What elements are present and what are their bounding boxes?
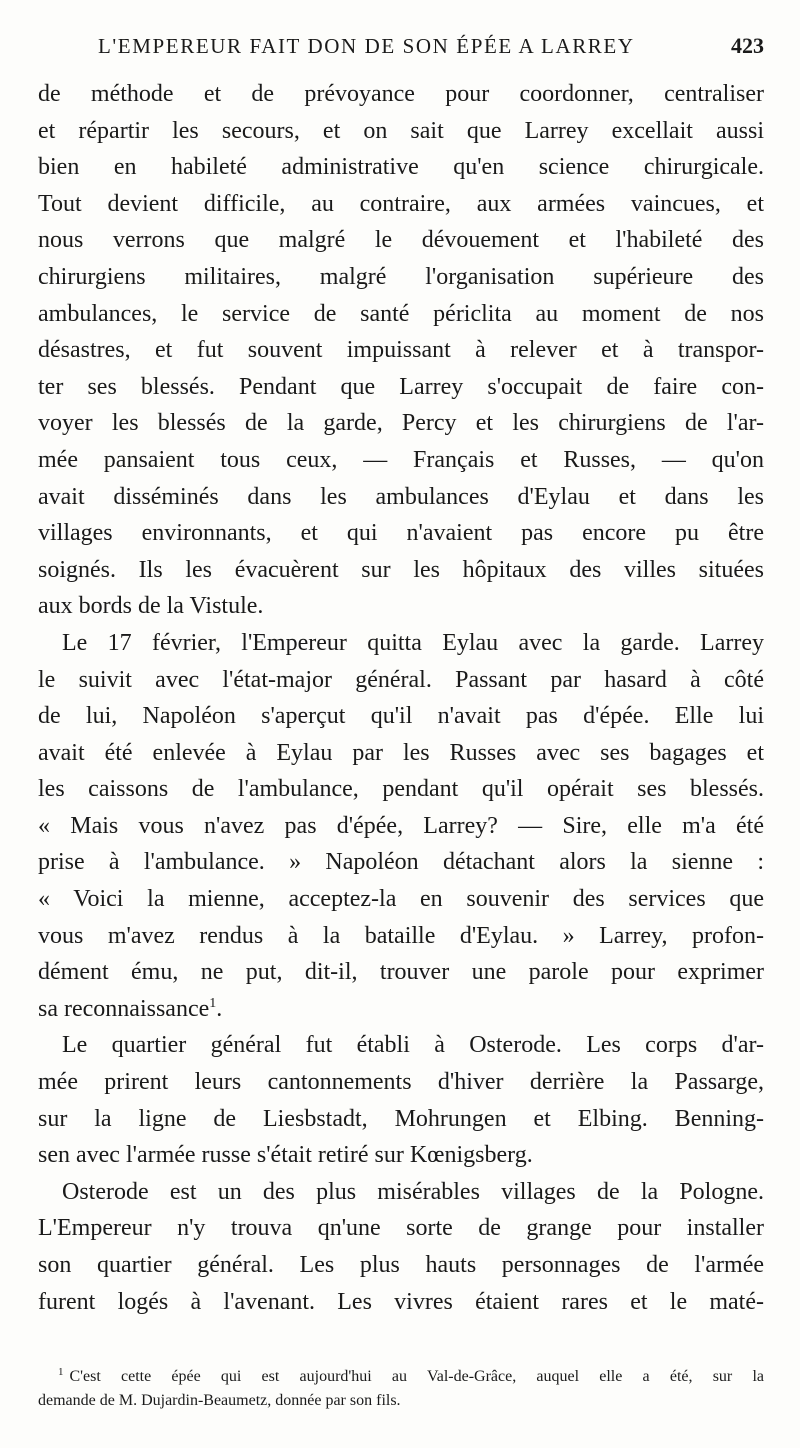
text-line: le suivit avec l'état-major général. Passant par hasard à côté (38, 666, 764, 693)
text-line: chirurgiens militaires, malgré l'organisation supérieure des (38, 263, 764, 290)
footnote-text: C'est cette épée qui est aujourd'hui au Val-de-Grâce, auquel elle a été, sur la (69, 1368, 764, 1385)
footnotes (38, 1365, 764, 1413)
text-line: vous m'avez rendus à la bataille d'Eylau. » Larrey, profon- (38, 922, 764, 949)
text-line: « Mais vous n'avez pas d'épée, Larrey? — Sire, elle m'a été (38, 812, 764, 839)
text-line: son quartier général. Les plus hauts personnages de l'armée (38, 1252, 764, 1278)
text-line: voyer les blessés de la garde, Percy et les chirurgiens de l'ar- (38, 410, 764, 437)
text-line: Tout devient difficile, au contraire, aux armées vaincues, et (38, 190, 764, 217)
text-line: et répartir les secours, et on sait que Larrey excellait aussi (38, 117, 764, 144)
footnote-line (38, 1365, 764, 1389)
footnote-reference[interactable]: 1 (209, 995, 217, 1011)
text-line: « Voici la mienne, acceptez-la en souvenir des services que (38, 886, 764, 913)
text-line: nous verrons que malgré le dévouement et l'habileté des (38, 227, 764, 254)
text-line: bien en habileté administrative qu'en science chirurgicale. (38, 154, 764, 181)
body-text (38, 76, 764, 1320)
text-line: Le 17 février, l'Empereur quitta Eylau avec la garde. Larrey (62, 629, 764, 656)
text-line-segment: sa reconnaissance (38, 995, 210, 1022)
page-number: 423 (731, 33, 764, 58)
text-line: prise à l'ambulance. » Napoléon détachant alors la sienne : (38, 849, 764, 876)
text-line: ambulances, le service de santé périclita au moment de nos (38, 300, 764, 327)
running-head (38, 28, 764, 64)
text-line: villages environnants, et qui n'avaient pas encore pu être (38, 520, 764, 547)
text-line: désastres, et fut souvent impuissant à relever et à transpor- (38, 337, 764, 364)
text-line: L'Empereur n'y trouva qn'une sorte de grange pour installer (38, 1215, 764, 1242)
text-line: aux bords de la Vistule. (38, 593, 264, 620)
text-line: avait été enlevée à Eylau par les Russes avec ses bagages et (38, 739, 764, 766)
text-line: mée prirent leurs cantonnements d'hiver derrière la Passarge, (38, 1069, 764, 1096)
footnote-line: demande de M. Dujardin-Beaumetz, donnée par son fils. (38, 1392, 401, 1409)
running-title: L'EMPEREUR FAIT DON DE SON ÉPÉE A LARREY (98, 34, 635, 58)
paragraph-3 (38, 1027, 764, 1173)
paragraph-1 (38, 76, 764, 625)
text-line: Le quartier général fut établi à Osterode. Les corps d'ar- (62, 1032, 764, 1059)
text-line: les caissons de l'ambulance, pendant qu'il opérait ses blessés. (38, 776, 764, 803)
footnote-marker: 1 (58, 1365, 64, 1378)
text-line: Osterode est un des plus misérables villages de la Pologne. (62, 1178, 764, 1205)
trailing-punctuation: . (216, 995, 223, 1022)
text-line: mée pansaient tous ceux, — Français et Russes, — qu'on (38, 446, 764, 473)
paragraph-2 (38, 625, 764, 1028)
text-line: avait disséminés dans les ambulances d'Eylau et dans les (38, 483, 764, 510)
text-line: sen avec l'armée russe s'était retiré sur Kœnigsberg. (38, 1142, 533, 1169)
text-line: ter ses blessés. Pendant que Larrey s'occupait de faire con- (38, 373, 764, 400)
text-line: soignés. Ils les évacuèrent sur les hôpitaux des villes situées (38, 556, 764, 583)
text-line: sur la ligne de Liesbstadt, Mohrungen et Elbing. Benning- (38, 1105, 764, 1132)
text-line: de lui, Napoléon s'aperçut qu'il n'avait pas d'épée. Elle lui (38, 703, 764, 730)
text-line: de méthode et de prévoyance pour coordonner, centraliser (38, 81, 764, 107)
text-line: dément ému, ne put, dit-il, trouver une parole pour exprimer (38, 959, 764, 986)
text-line: furent logés à l'avenant. Les vivres étaient rares et le maté- (38, 1288, 764, 1315)
text-line-with-footnote (38, 991, 764, 1028)
paragraph-4 (38, 1174, 764, 1320)
